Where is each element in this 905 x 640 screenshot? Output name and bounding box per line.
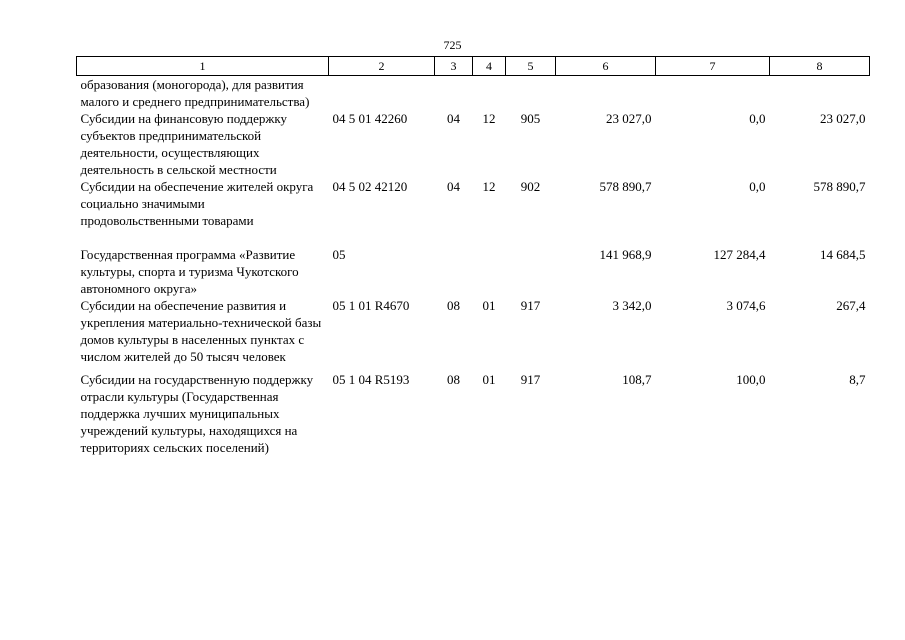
row-spacer bbox=[77, 229, 870, 246]
row-rz: 08 bbox=[447, 372, 460, 387]
row-federal bbox=[656, 76, 770, 111]
row-code: 05 1 01 R4670 bbox=[332, 298, 410, 313]
row-total bbox=[556, 76, 656, 111]
row-regional: 578 890,7 bbox=[813, 179, 866, 194]
table-row bbox=[77, 110, 870, 178]
row-name: Субсидии на обеспечение жителей округа социально значимыми продовольственными товарами bbox=[80, 179, 314, 228]
row-grbs bbox=[506, 76, 556, 111]
row-rz bbox=[435, 76, 473, 111]
row-regional: 23 027,0 bbox=[820, 111, 866, 126]
row-regional: 267,4 bbox=[836, 298, 866, 313]
row-federal: 127 284,4 bbox=[713, 247, 766, 262]
row-total: 108,7 bbox=[622, 372, 652, 387]
table-row bbox=[77, 178, 870, 229]
row-pr: 01 bbox=[482, 298, 496, 313]
row-name: Субсидии на обеспечение развития и укрепления материально-технической базы домов культуры в населенных пунктах с числом жителей до 50 тысяч человек bbox=[80, 298, 322, 364]
column-header: 1 bbox=[77, 57, 329, 76]
column-header: 7 bbox=[656, 57, 770, 76]
row-grbs: 917 bbox=[520, 298, 541, 313]
row-code: 04 5 01 42260 bbox=[332, 111, 408, 126]
row-federal: 100,0 bbox=[736, 372, 766, 387]
row-total: 3 342,0 bbox=[612, 298, 652, 313]
row-rz: 04 bbox=[447, 111, 460, 126]
row-grbs: 902 bbox=[520, 179, 541, 194]
row-regional bbox=[770, 76, 870, 111]
column-header: 8 bbox=[770, 57, 870, 76]
column-header: 6 bbox=[556, 57, 656, 76]
budget-table bbox=[76, 56, 870, 456]
row-pr bbox=[473, 76, 506, 111]
row-name: образования (моногорода), для развития малого и среднего предпринимательства) bbox=[80, 77, 310, 109]
row-federal: 0,0 bbox=[749, 179, 766, 194]
row-rz: 08 bbox=[447, 298, 460, 313]
row-pr: 01 bbox=[482, 372, 496, 387]
column-number-row bbox=[77, 57, 870, 76]
table-row bbox=[77, 371, 870, 456]
row-code: 05 1 04 R5193 bbox=[332, 372, 410, 387]
row-code: 04 5 02 42120 bbox=[332, 179, 408, 194]
column-header: 3 bbox=[435, 57, 473, 76]
column-header: 2 bbox=[329, 57, 435, 76]
page-number: 725 bbox=[443, 38, 462, 52]
row-federal: 3 074,6 bbox=[726, 298, 766, 313]
row-pr: 12 bbox=[482, 111, 496, 126]
row-rz bbox=[435, 246, 473, 297]
table-row bbox=[77, 76, 870, 111]
table-row bbox=[77, 246, 870, 297]
row-grbs bbox=[506, 246, 556, 297]
row-grbs: 905 bbox=[520, 111, 541, 126]
row-regional: 14 684,5 bbox=[820, 247, 866, 262]
row-rz: 04 bbox=[447, 179, 460, 194]
column-header: 5 bbox=[506, 57, 556, 76]
column-header: 4 bbox=[473, 57, 506, 76]
row-regional: 8,7 bbox=[849, 372, 866, 387]
row-code: 05 bbox=[332, 247, 346, 262]
spacer-cell bbox=[77, 229, 870, 246]
row-federal: 0,0 bbox=[749, 111, 766, 126]
row-name: Субсидии на финансовую поддержку субъектов предпринимательской деятельности, осуществляющих деятельность в сельской местности bbox=[80, 111, 287, 177]
row-pr bbox=[473, 246, 506, 297]
row-name: Субсидии на государственную поддержку отрасли культуры (Государственная поддержка лучших муниципальных учреждений культуры, находящихся на территориях сельских поселений) bbox=[80, 372, 314, 455]
row-name: Государственная программа «Развитие культуры, спорта и туризма Чукотского автономного округа» bbox=[80, 247, 299, 296]
row-total: 578 890,7 bbox=[599, 179, 652, 194]
row-total: 23 027,0 bbox=[606, 111, 652, 126]
row-pr: 12 bbox=[482, 179, 496, 194]
table-row bbox=[77, 297, 870, 365]
row-total: 141 968,9 bbox=[599, 247, 652, 262]
row-code bbox=[329, 76, 435, 111]
row-grbs: 917 bbox=[520, 372, 541, 387]
